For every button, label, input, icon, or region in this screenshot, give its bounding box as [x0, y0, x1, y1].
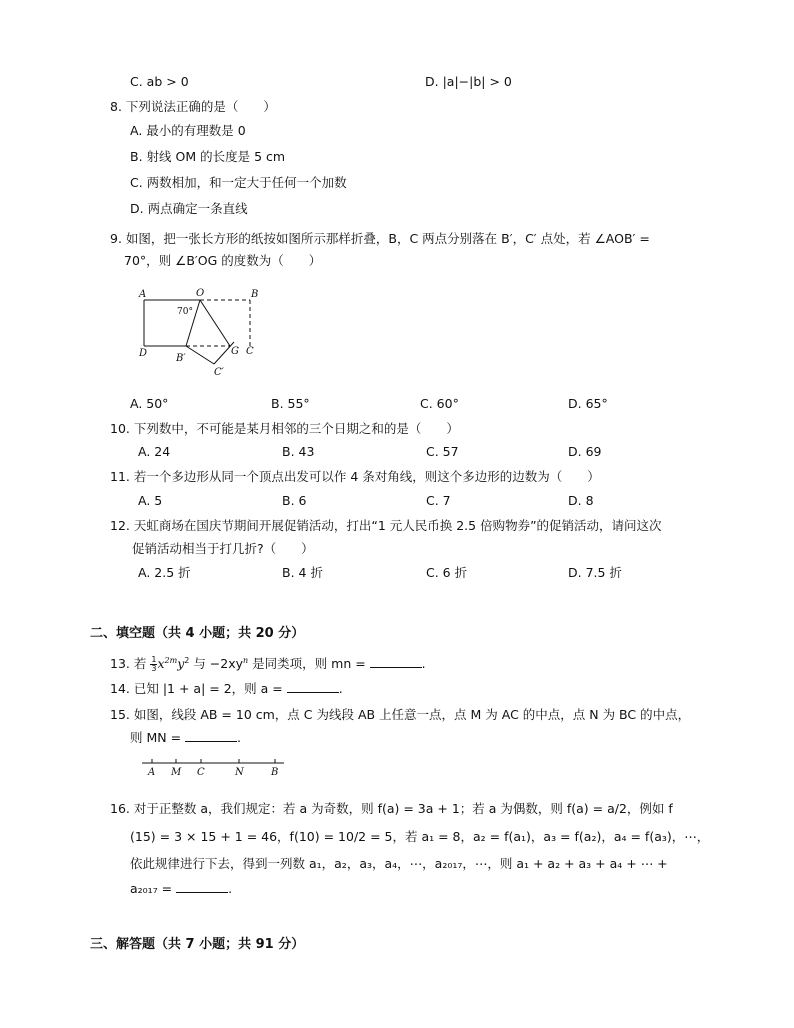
q13-end: .: [421, 656, 426, 672]
q9-stem-line2: 70°，则 ∠B′OG 的度数为（ ）: [124, 253, 322, 268]
q12-stem-line2: 促销活动相当于打几折?（ ）: [132, 541, 314, 556]
q8-option-d: D. 两点确定一条直线: [130, 201, 248, 216]
q15-segment-figure: [138, 756, 288, 780]
q9-option-d: D. 65°: [568, 396, 608, 411]
q11-option-a: A. 5: [138, 493, 163, 508]
q13-frac-numerator: 1: [151, 655, 157, 665]
q7-option-d: D. |a|−|b| > 0: [425, 74, 512, 89]
q12-option-c: C. 6 折: [426, 565, 468, 580]
q16-line4-text: a₂₀₁₇ =: [130, 881, 177, 896]
q16-line2: (15) = 3 × 15 + 1 = 46，f(10) = 10/2 = 5，若 a₁ = 8，a₂ = f(a₁)，a₃ = f(a₂)，a₄ = f(a₃)，⋯，: [130, 829, 710, 844]
q8-option-a: A. 最小的有理数是 0: [130, 123, 246, 138]
q9-edge-bprime-cprime: [186, 346, 214, 364]
q8-option-b: B. 射线 OM 的长度是 5 cm: [130, 149, 286, 164]
q16-line3: 依此规律进行下去，得到一列数 a₁，a₂，a₃，a₄，⋯，a₂₀₁₇，⋯，则 a₁ + a₂ + a₃ + a₄ + ⋯ +: [130, 856, 668, 871]
section-3-heading: 三、解答题（共 7 小题；共 91 分）: [90, 937, 305, 952]
q13-answer-blank[interactable]: [370, 655, 422, 668]
q15-label-c: C: [197, 767, 205, 778]
q9-label-o: O: [196, 288, 205, 299]
q9-edge-og: [200, 300, 230, 346]
q13-mid: 与 −2xy: [193, 656, 244, 672]
q9-option-a: A. 50°: [130, 396, 169, 411]
q13-num: 13. 若: [110, 656, 147, 672]
q10-stem: 10. 下列数中，不可能是某月相邻的三个日期之和的是（ ）: [110, 421, 459, 436]
q9-label-b: B: [251, 289, 259, 300]
q13-line: 13. 若 $\frac{1}{3}$ $x^{2m}y^2$ 与 $-2xy^n$ 是同类项，则 mn = .: [110, 655, 426, 674]
q14-end: .: [338, 681, 343, 696]
q9-label-d: D: [139, 348, 148, 359]
q15-answer-blank[interactable]: [185, 729, 237, 742]
q15-label-m: M: [171, 767, 182, 778]
q15-stem-line2: [130, 729, 241, 747]
q8-stem: 8. 下列说法正确的是（ ）: [110, 99, 276, 114]
q10-option-a: A. 24: [138, 444, 171, 459]
q8-option-c: C. 两数相加，和一定大于任何一个加数: [130, 175, 347, 190]
q12-option-d: D. 7.5 折: [568, 565, 622, 580]
q7-option-c: C. ab > 0: [130, 74, 189, 89]
q15-stem2-text: 则 MN =: [130, 730, 186, 745]
q16-line1: 16. 对于正整数 a，我们规定：若 a 为奇数，则 f(a) = 3a + 1；若 a 为偶数，则 f(a) = a/2，例如 f: [110, 801, 673, 816]
q9-label-b-prime: B′: [176, 353, 186, 364]
q14-answer-blank[interactable]: [287, 680, 339, 693]
q12-option-b: B. 4 折: [282, 565, 323, 580]
q13-tail: 是同类项，则 mn =: [252, 656, 370, 672]
q10-option-b: B. 43: [282, 444, 315, 459]
q15-label-a: A: [148, 767, 156, 778]
q9-label-c: C: [246, 346, 254, 357]
q10-option-c: C. 57: [426, 444, 459, 459]
q15-end: .: [237, 730, 242, 745]
q15-label-n: N: [235, 767, 244, 778]
q9-fold-figure: [130, 282, 270, 378]
q11-option-b: B. 6: [282, 493, 307, 508]
q14-line: [110, 680, 343, 698]
q9-option-b: B. 55°: [271, 396, 310, 411]
q9-label-c-prime: C′: [214, 367, 224, 378]
q11-option-d: D. 8: [568, 493, 594, 508]
q14-text: 14. 已知 |1 + a| = 2，则 a =: [110, 681, 287, 696]
q15-label-b: B: [271, 767, 279, 778]
q9-label-g: G: [231, 346, 239, 357]
q13-frac-denominator: 3: [151, 664, 157, 674]
q10-option-d: D. 69: [568, 444, 602, 459]
q11-stem: 11. 若一个多边形从同一个顶点出发可以作 4 条对角线，则这个多边形的边数为（ ）: [110, 469, 600, 484]
q9-option-c: C. 60°: [420, 396, 459, 411]
q16-line4: [130, 880, 232, 898]
q16-end: .: [228, 881, 233, 896]
q11-option-c: C. 7: [426, 493, 451, 508]
q9-label-a: A: [139, 289, 147, 300]
section-2-heading: 二、填空题（共 4 小题；共 20 分）: [90, 626, 305, 641]
q9-stem-line1: 9. 如图，把一张长方形的纸按如图所示那样折叠，B，C 两点分别落在 B′，C′ 点处，若 ∠AOB′ =: [110, 231, 650, 246]
q9-angle-label: 70°: [177, 307, 193, 317]
q16-answer-blank[interactable]: [176, 880, 228, 893]
q12-stem-line1: 12. 天虹商场在国庆节期间开展促销活动，打出“1 元人民币换 2.5 倍购物券”的促销活动，请问这次: [110, 518, 662, 533]
q12-option-a: A. 2.5 折: [138, 565, 191, 580]
q15-stem-line1: 15. 如图，线段 AB = 10 cm，点 C 为线段 AB 上任意一点，点 M 为 AC 的中点，点 N 为 BC 的中点，: [110, 707, 691, 722]
